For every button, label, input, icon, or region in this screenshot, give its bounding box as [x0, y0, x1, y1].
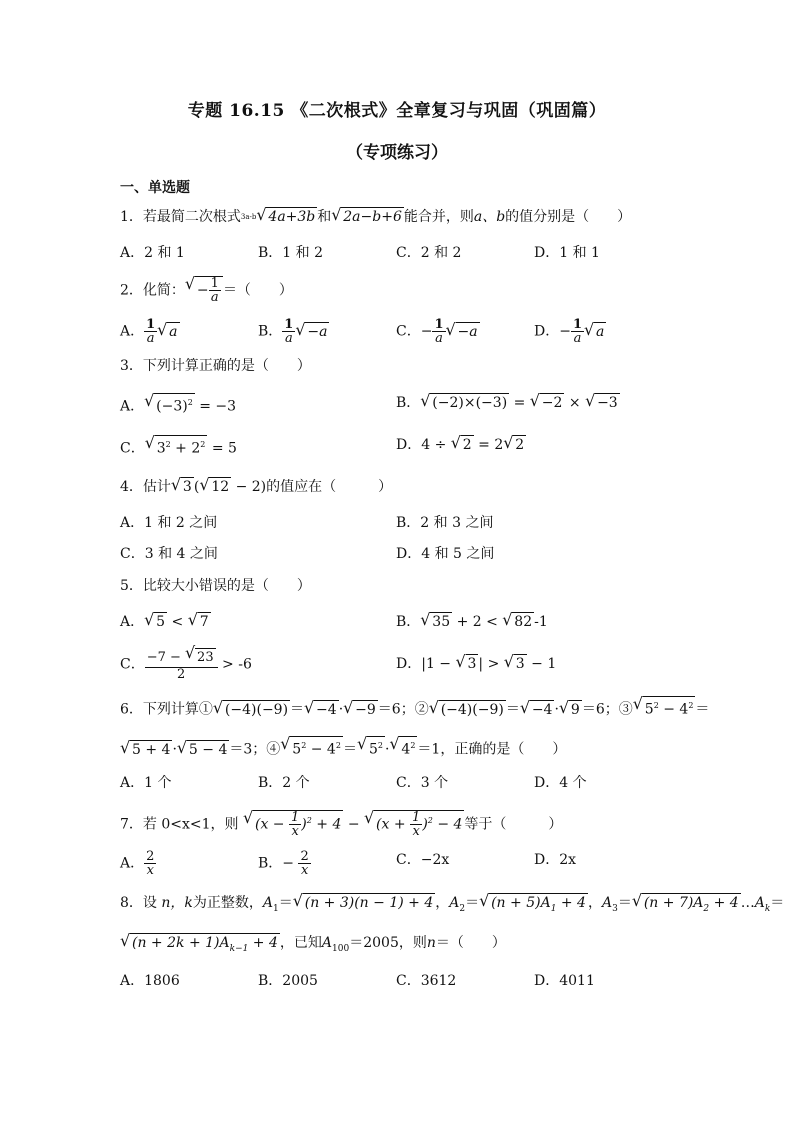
q1-option-a[interactable]: A．2 和 1: [120, 245, 185, 261]
q6-option-b[interactable]: B．2 个: [258, 775, 310, 791]
question-6-cont: √ 5 + 4 ·√ 5 − 4 ＝3；④√ $5^2 - 4^2$ ＝√ $5^2$ ·√ $4^2 =1$，正确的是（ ）: [120, 736, 566, 760]
q6-option-d[interactable]: D．4 个: [534, 775, 587, 791]
q2-option-b[interactable]: B． $\frac{1}{a}$ √ −a: [258, 318, 329, 345]
q6-option-a[interactable]: A．1 个: [120, 775, 172, 791]
q7-option-d[interactable]: D．2x: [534, 852, 577, 868]
q3-option-a[interactable]: A．√ $(-3)^2 = -3$: [120, 393, 236, 417]
q2-option-c[interactable]: C．− $\frac{1}{a}$ √ −a: [396, 318, 480, 345]
section-heading: 一、单选题: [120, 180, 190, 196]
q6-option-c[interactable]: C．3 个: [396, 775, 449, 791]
q3-option-c[interactable]: C．√ $3^2 + 2^2 = 5$: [120, 435, 237, 459]
q7-option-a[interactable]: A． $\frac{2}{x}$: [120, 849, 155, 878]
q1-option-c[interactable]: C．2 和 2: [396, 245, 462, 261]
q3-option-d[interactable]: D．4 ÷ √ 2 = 2√ 2: [396, 435, 526, 455]
q8-option-d[interactable]: D．4011: [534, 973, 595, 989]
question-7: 7．若 0<x<1，则 √ (x − $\frac{1}{x}$ )$^2$ + 4 − √ (x + $\frac{1}{x}$ )$^2$ − 4 等于（ ）: [120, 810, 562, 838]
q5-option-a[interactable]: A．√ 5 < √ 7: [120, 612, 211, 632]
q2-option-d[interactable]: D．− $\frac{1}{a}$ √ a: [534, 318, 606, 345]
question-2: 2．化简：√ − $\frac{1}{a}$ ＝（ ）: [120, 276, 293, 304]
q8-option-c[interactable]: C．3612: [396, 973, 457, 989]
question-8-cont: √ $(n + 2k + 1)A_{k-1} + 4$ ，已知$A_{100}=2005$，则n＝（ ）: [120, 933, 506, 959]
q7-option-c[interactable]: C．−2x: [396, 852, 450, 868]
q8-option-a[interactable]: A．1806: [120, 973, 180, 989]
q4-option-d[interactable]: D．4 和 5 之间: [396, 546, 495, 562]
q4-option-a[interactable]: A．1 和 2 之间: [120, 515, 218, 531]
q5-option-b[interactable]: B．√ 35 + 2 < √ 82 -1: [396, 612, 548, 632]
q1-option-b[interactable]: B．1 和 2: [258, 245, 324, 261]
q4-option-c[interactable]: C．3 和 4 之间: [120, 546, 218, 562]
q5-option-d[interactable]: D．|1 − √ 3 | > √ 3 − 1: [396, 654, 556, 674]
page-subtitle: （专项练习）: [346, 143, 448, 163]
question-3: 3．下列计算正确的是（ ）: [120, 358, 311, 374]
question-6: 6．下列计算①√ (−4)(−9) ＝√ −4 ·√ −9 ＝6；②√ (−4)(−9) ＝√ −4 ·√ 9 ＝6；③√ $5^2 - 4^2$ ＝: [120, 696, 709, 720]
q7-option-b[interactable]: B．− $\frac{2}{x}$: [258, 849, 309, 878]
q2-option-a[interactable]: A． $\frac{1}{a}$ √ a: [120, 318, 180, 345]
question-1: 1．若最简二次根式$^{3a-b}$√ 4a+3b 和√ 2a−b+6 能合并，则a、b的值分别是（ ）: [120, 207, 631, 227]
q4-option-b[interactable]: B．2 和 3 之间: [396, 515, 494, 531]
question-4: 4．估计√ 3 (√ 12 − 2)的值应在（ ）: [120, 477, 392, 497]
question-8: 8．设 n，k为正整数，$A_1=√$ (n + 3)(n − 1) + 4 ，$A_2=√$ $(n + 5)A_1 + 4$ ，$A_3=√$ $(n + 7)A_2 + 4$ $\dots A_k=$: [120, 893, 784, 919]
q3-option-b[interactable]: B．√ (−2)×(−3) = √ −2 × √ −3: [396, 393, 620, 413]
q8-option-b[interactable]: B．2005: [258, 973, 318, 989]
page-title: 专题 16.15 《二次根式》全章复习与巩固（巩固篇）: [187, 101, 607, 121]
q5-option-c[interactable]: C． $\frac{-7 - √ 23}{2}$ > -6: [120, 648, 252, 681]
q1-option-d[interactable]: D．1 和 1: [534, 245, 600, 261]
question-5: 5．比较大小错误的是（ ）: [120, 578, 311, 594]
